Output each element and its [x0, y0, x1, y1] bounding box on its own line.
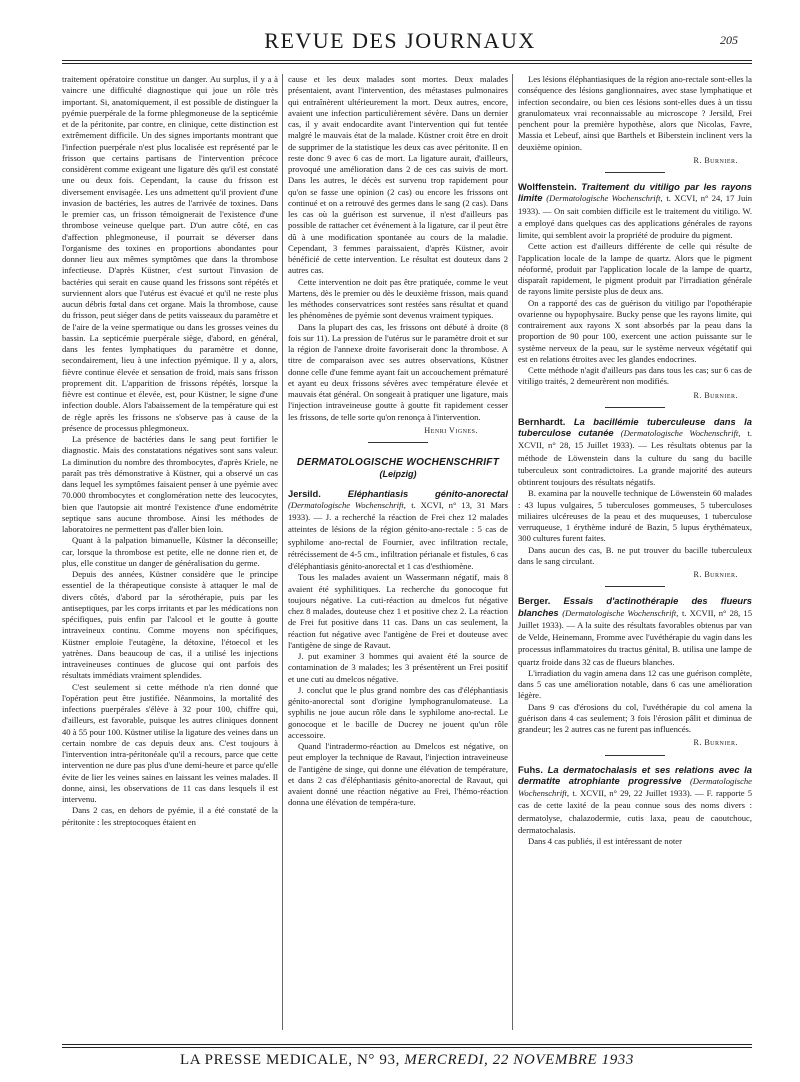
paragraph: Dans 2 cas, en dehors de pyémie, il a été constaté de la péritonite : les streptocoques étaient en: [62, 805, 278, 827]
paragraph: Dans 9 cas d'érosions du col, l'uvéthérapie du col amena la guérison dans 4 cas seulement; 3 fois l'érosion pâlit et diminua de grandeur; les 2 autres cas ne furent pas influencés.: [518, 701, 752, 734]
footer-rule: [62, 1044, 752, 1045]
paragraph: Tous les malades avaient un Wassermann négatif, mais 8 avaient été syphilitiques. La recherche du gonocoque fut toujours négative. La cuti-réaction au dmelcos fut négative chez 8 malades, douteuse chez 1 et positive chez 2. La réaction de Frei fut positive dans 11 cas. Dans un cas seulement, la réaction fut négative avec l'antigène de Frei et douteuse avec l'antigène de singe de Ravaut.: [288, 572, 508, 650]
article-title: Essais d'actinothérapie des flueurs blanches: [518, 595, 752, 618]
page-title: REVUE DES JOURNAUX: [264, 28, 536, 53]
paragraph: On a rapporté des cas de guérison du vitiligo par l'opothérapie ovarienne ou hypophysaire. Bucky pense que les rayons limite, qui contrairement aux rayons X sont absorbés par la peau dans la proportion de 90 pour 100, exercent une action puissante sur le système nerveux de la peau, sur le système nerveux végétatif qui est en relations étroites avec les glandes endocrines.: [518, 297, 752, 364]
paragraph: La présence de bactéries dans le sang peut fortifier le diagnostic. Mais des constatations négatives sont sans valeur. La diminution du nombre des thrombocytes, d'après Kriele, ne paraît pas très démonstrative à Küstner, qui a observé un cas dans lequel les symptômes faisaient penser à une pyémie avec 70.000 thrombocytes et conglomération nette des leucocytes, bien que l'autopsie ait montré l'existence d'une endométrite septique sans aucune thrombose. Ainsi les méthodes de laboratoires ne permettent pas d'aller bien loin.: [62, 434, 278, 534]
author-signature: R. Burnier.: [693, 738, 738, 748]
author-signature: Henri Vignes.: [424, 425, 478, 435]
article-title: La bacillémie tuberculeuse dans la tuberculose cutanée: [518, 415, 752, 438]
author-signature: R. Burnier.: [693, 570, 738, 579]
article-title: La dermatochalasis et ses relations avec la dermatite atrophiante progressive: [518, 763, 752, 786]
paragraph: Les lésions éléphantiasiques de la région ano-rectale sont-elles la conséquence des lésions ganglionnaires, avec stase lymphatique et infection secondaire, ou bien ces lésions sont-elles dues à un tissu granulomateux vrai reconnaissable au microscope ? Jersild, Frei penchent pour la première hypothèse, alors que Nicolas, Favre, Massia et Lebeuf, ainsi que Barthels et Biberstein inclinent vers la deuxième opinion.: [518, 74, 752, 152]
article-divider: [605, 407, 665, 408]
article-title: Eléphantiasis génito-anorectal: [347, 487, 508, 499]
article-citation: t. XCVII, n° 28, 15 Juillet 1933).: [518, 607, 752, 630]
column-3: [518, 74, 752, 1034]
article-lead: — F. rapporte 5 cas de cette laxité de la peau connue sous des noms divers : dermatolyse, chalazodermie, cutis laxa, peau de caoutchouc, dermatochalasis.: [518, 788, 752, 835]
paragraph: cause et les deux malades sont mortes. Deux malades présentaient, avant l'intervention, des métastases pulmonaires qui entraînèrent ultérieurement la mort. Deux autres, encore, avaient une infection particulièrement sévère. Dans un dernier cas, il y avait endocardite avant l'intervention qui fut tentée malgré le mauvais état de la malade. Küstner croit être en droit de supprimer de la statistique les deux cas avec péritonite. Il en reste donc 9 avec 6 cas de mort. La ligature aurait, d'ailleurs, provoqué une amélioration dans 2 de ces cas suivis de mort. Dans les autres, le décès est survenu trop rapidement pour qu'on se fasse une opinion (2 cas) ou encore les frissons ont continué et on a retrouvé des germes dans le sang (2 cas). Dans les cas où la guérison est survenue, il n'est d'ailleurs pas possible de rattacher cet événement à la ligature, car il peut être dû à une modification spontanée au cours de la maladie. Cependant, 3 femmes paraissaient, d'après Küstner, avoir bénéficié de cette intervention. Le résultat est douteux dans 2 autres cas.: [288, 74, 508, 276]
column-divider: [282, 74, 283, 1030]
section-heading: DERMATOLOGISCHE WOCHENSCHRIFT: [296, 457, 500, 468]
author-signature: R. Burnier.: [693, 155, 738, 165]
page-number: 205: [720, 33, 738, 47]
paragraph: B. examina par la nouvelle technique de Löwenstein 60 malades : 43 lupus vulgaires, 5 tuberculoses gommeuses, 5 tuberculoses miliaires ulcéreuses de la peau et des muqueuses, 1 tuberculose verruqueuse, 1 érythème induré de Bazin, 5 lupus érythémateux, 300 cultures furent faites.: [518, 488, 752, 544]
article-lead: — On sait combien difficile est le traitement du vitiligo. W. a employé dans quelques cas des applications générales de rayons limite, qui semblent avoir la propriété de produire du pigment.: [518, 205, 752, 240]
paragraph: Quant à la palpation bimanuelle, Küstner la déconseille; car, lorsque la thrombose est petite, elle ne donne rien et, de plus, elle constitue un danger de généralisation du germe.: [62, 535, 278, 568]
article-title-block: [518, 764, 752, 837]
paragraph: traitement opératoire constitue un danger. Au surplus, il y a à vaincre une difficulté diagnostique qui joue un rôle très important. Si, anatomiquement, il est possible de distinguer la pyémie puerpérale de la forme phlegmoneuse de la septicémie et de la péritonite, par contre, en clinique, cette distinction est extrêmement difficile. Un des signes importants montrant que l'infection puerpérale n'est plus localisée est représenté par le frisson que certains partisans de l'intervention précoce considèrent comme exigeant une ligature dès qu'il est constaté une ou deux fois. Cependant, la cause du frisson est diversement envisagée. Les uns admettent qu'il provient d'une invasion de bactéries, les autres de l'arrivée de toxines. Dans le premier cas, un frisson témoignerait de l'existence d'une thrombose veineuse quelque part. D'un autre côté, en cas d'affection phlegmoneuse, il pourrait se déverser dans l'organisme des toxines en proportions abondantes pour donner lieu aux mêmes symptômes que dans la thrombose infectieuse. D'après Küstner, c'est surtout l'invasion de bactéries qui serait en cause quand les frissons sont répétés et surviennent alors que l'utérus est évacué et qu'il ne reste plus aucun débris fœtal dans cet organe. Mais la thrombose, cause du frisson, peut siéger dans de petits vaisseaux du paramètre et de l'aire de la veine spermatique ou dans les grosses veines du bassin. La septicémie puerpérale siège, d'abord, en général, dans les fentes lymphatiques du paramètre et donne, secondairement, lieu à une infection pyémique. Il y a, alors, fièvre continue élevée et sensation de froid, mais sans frisson proprement dit. L'apparition de frissons répétés, lorsque la fièvre est continue et élevée, est, pour Küstner, le signe d'une infection double. Alors l'abaissement de la température qui est de règle après les frissons ne s'observe pas à cause de la présence de processus phlegmoneux.: [62, 74, 278, 433]
footer-rule: [62, 1047, 752, 1048]
article-lead: — A la suite des résultats favorables obtenus par van de Velde, Heinemann, Fromme avec l'uvéthérapie du vagin dans les processus inflammatoires du tractus génital, B. utilisa une lampe de quartz froide dans 32 cas de flueurs blanches.: [518, 619, 752, 667]
paragraph: Quand l'intradermo-réaction au Dmelcos est négative, on peut employer la technique de Ravaut, l'injection intraveineuse de l'antigène de singe, qui donne une élévation de température, et dans 2 cas d'éléphantiasis génito-anorectal de Ravaut, qui avaient donné une réaction négative au Frei, l'hémo-réaction donna une élévation de tempéra-ture.: [288, 741, 508, 808]
article-lead: — J. a recherché la réaction de Frei chez 12 malades atteintes de lésions de la région génito-ano-rectale : 5 cas de syphilome ano-rectal de Fournier, avec infiltration rectale, rétrécissement de 4-5 cm., infiltration périanale et fistules, 6 cas d'éléphantiasis génito-anorectal et 1 cas d'esthiomène.: [288, 512, 508, 571]
article-title: Traitement du vitiligo par les rayons limite: [518, 181, 752, 204]
article-source: (Dermatologische Wochenschrift,: [620, 428, 741, 438]
article-author: Bernhardt.: [518, 415, 566, 427]
article-source: (Dermatologische Wochenschrift,: [518, 775, 752, 798]
article-author: Fuhs.: [518, 763, 543, 775]
article-citation: t. XCVI, n° 24, 17 Juin 1933).: [518, 193, 752, 216]
article-divider: [605, 586, 665, 587]
section-place: (Leipzig): [379, 469, 417, 480]
article-divider: [605, 172, 665, 173]
footer-journal: LA PRESSE MEDICALE, N° 93,: [179, 1052, 400, 1068]
author-signature: R. Burnier.: [693, 390, 738, 400]
column-divider: [512, 74, 513, 1030]
article-author: Wolffenstein.: [518, 181, 577, 192]
paragraph: Depuis des années, Küstner considère que le principe essentiel de la thérapeutique consiste à attaquer le mal de divers côtés, d'abord par la sérothérapie, puis par les antiseptiques, par les corps irritants et par les médications non spécifiques, puis enfin par l'alcool et le goutte à goutte intraveineux continu. Comme moyens non spécifiques, Küstner emploie l'eutagène, la détoxine, l'étoecol et les yatrènes. Dans beaucoup de cas, il a utilisé les injections intraveineuses continues de glucose qui ont parfois des résultats immédiats vraiment splendides.: [62, 569, 278, 681]
section-divider: [368, 442, 428, 443]
column-2: [288, 74, 508, 1034]
article-divider: [605, 755, 665, 756]
header-rule: [62, 60, 752, 61]
paragraph: J. conclut que le plus grand nombre des cas d'éléphantiasis génito-anorectal sont d'origine lymphogranulomateuse. La syphilis ne joue aucun rôle dans le syphilome ano-rectal. Le gonocoque et le bacille de Ducrey ne jouent qu'un rôle accessoire.: [288, 684, 508, 740]
paragraph: J. put examiner 3 hommes qui avaient été la source de contamination de 3 malades; les 3 présentèrent un Frei positif et une cuti au dmelcos négative.: [288, 651, 508, 684]
article-citation: t. XCVII, n° 28, 15 Juillet 1933).: [518, 428, 752, 451]
article-lead: — Les résultats obtenus par la méthode de Löwenstein dans la culture du sang du bacille tuberculeux sont contradictoires. La grande majorité des auteurs obtinrent toujours des résultats négatifs.: [518, 440, 752, 487]
article-title-block: [518, 595, 752, 668]
article-author: Jersild.: [288, 487, 321, 499]
paragraph: C'est seulement si cette méthode n'a rien donné que l'opération peut être justifiée. Néanmoins, la mortalité des infections puerpérales s'élève à 32 pour 100, chiffre qui, d'ailleurs, est favorable, puisque les autres cliniques donnent 40 à 55 pour 100. Küstner utilise la ligature des veines dans un certain nombre de cas depuis deux ans. C'est toujours à l'intervention intra-péritonéale qu'il a recours, parce que cette intervention ne dure pas plus d'une demi-heure et parce qu'elle évite de lier les veines saines en laissant les veines malades. Il donne, ainsi, les observations de 11 cas dans lesquels il est intervenu.: [62, 681, 278, 804]
paragraph: Cette intervention ne doit pas être pratiquée, comme le veut Martens, dès le premier ou dès le deuxième frisson, mais quand les méthodes conservatrices sont restées sans résultat et quand les phénomènes de pyémie sont devenus vraiment typiques.: [288, 276, 508, 321]
article-author: Berger.: [518, 595, 551, 607]
article-title-block: [518, 416, 752, 489]
page-footer: [62, 1052, 752, 1069]
paragraph: L'irradiation du vagin amena dans 12 cas une guérison complète, dans 5 cas une amélioration notable, dans 6 cas une amélioration légère.: [518, 667, 752, 701]
article-source: (Dermatologische Wochenschrift,: [546, 193, 663, 204]
paragraph: Dans aucun des cas, B. ne put trouver du bacille tuberculeux dans le sang circulant.: [518, 544, 752, 566]
paragraph: Dans la plupart des cas, les frissons ont débuté à droite (8 fois sur 11). La pression de l'utérus sur le paramètre droit et sur la région de l'annexe droite favoriserait donc la thrombose. A titre de comparaison avec ses autres observations, Küstner donne celle d'une femme ayant fait un accouchement prématuré et ayant eu deux frissons sévères avec température élevée et mauvais état général. On songeait à pratiquer une ligature, mais l'injection intraveineuse goutte à goutte fit rapidement cesser les frissons, de telle sorte qu'on renonça à l'intervention.: [288, 321, 508, 422]
footer-date: MERCREDI, 22 NOVEMBRE 1933: [404, 1052, 635, 1068]
paragraph: Dans 4 cas publiés, il est intéressant de noter: [528, 836, 682, 846]
article-title-block: [518, 181, 752, 241]
column-1: [62, 74, 278, 1034]
article-title-block: [288, 488, 508, 573]
paragraph: Cette action est d'ailleurs différente de celle qui résulte de l'application locale de la lampe de quartz. Alors que le pigment néoformé, produit par l'application locale de la lampe de quartz, disparaît rapidement, le pigment produit par l'irradiation générale de rayons limite persiste plus de deux ans.: [518, 241, 752, 297]
article-citation: t. XCVII, n° 29, 22 Juillet 1933).: [572, 788, 692, 798]
article-citation: t. XCVI, n° 13, 31 Mars 1933).: [288, 499, 508, 522]
article-source: (Dermatologische Wochenschrift,: [288, 499, 406, 510]
article-source: (Dermatologische Wochenschrift,: [562, 607, 679, 618]
header-rule: [62, 63, 752, 64]
paragraph: Cette méthode n'agit d'ailleurs pas dans tous les cas; sur 6 cas de vitiligo traités, 2 demeurèrent non modifiés.: [518, 365, 752, 387]
